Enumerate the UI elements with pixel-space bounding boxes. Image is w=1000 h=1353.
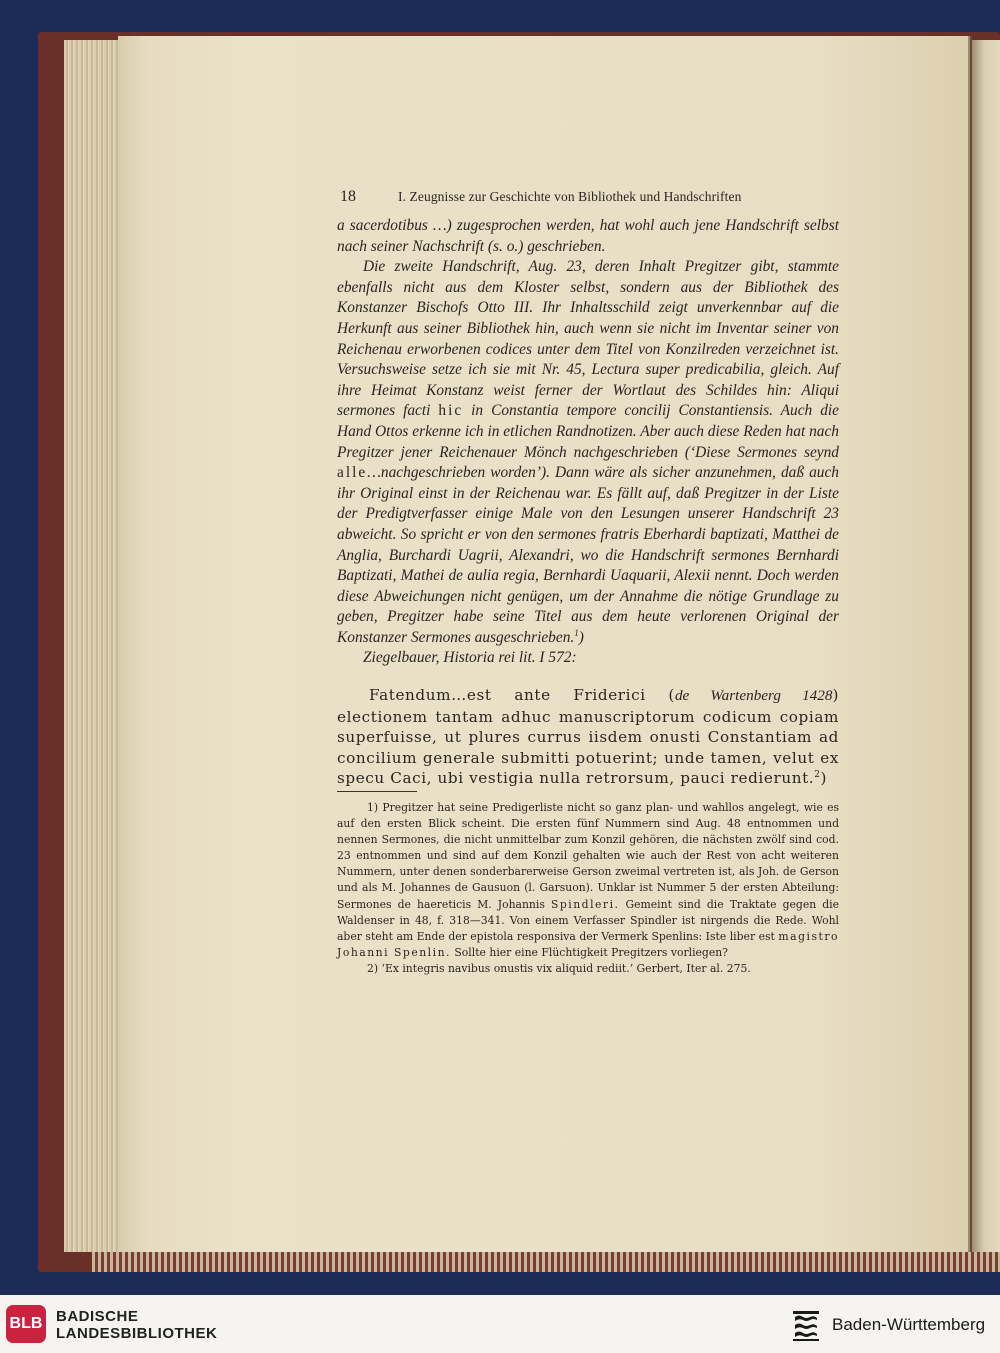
spaced-word-alle: alle bbox=[337, 464, 368, 482]
quote-part-b: de Wartenberg 1428 bbox=[674, 687, 833, 704]
page-number: 18 bbox=[340, 188, 356, 205]
footnote-1-part-a: 1) Pregitzer hat seine Predigerliste nicht so ganz plan- und wahllos angelegt, wie es auf den ersten Blick scheint. Die ersten fünf Nummern sind Aug. 48 entnommen und nennen Sermones, die nicht unmittelbar zum Konzil gehören, die nächsten zwölf sind cod. 23 entnommen und sind auf dem Konzil gehalten wie auch der Rest von acht weiteren Nummern, unter denen sonderbarerweise Gerson zweimal vertreten ist, als Joh. de Gerson und als M. Johannes de Gausuon (l. Garsuon). Unklar ist Nummer 5 der ersten Abteilung: Sermones de haereticis M. Johannis bbox=[337, 801, 839, 911]
viewer-footer bbox=[0, 1295, 1000, 1353]
state-name[interactable]: Baden-Württemberg bbox=[832, 1315, 986, 1334]
footnote-1 bbox=[337, 800, 839, 961]
paragraph-2-part-a: Die zweite Handschrift, Aug. 23, deren Inhalt Pregitzer gibt, stammte ebenfalls nicht aus dem Kloster selbst, sondern aus der Bibliothek des Konstanzer Bischofs Otto III. Ihr Inhaltsschild zeigt unverkennbar auf die Herkunft aus seiner Bibliothek hin, auch wenn sie nicht im Inventar seiner von Reichenau erworbenen codices unter dem Titel von Konzilreden verzeichnet ist. Versuchsweise setze ich sie mit Nr. 45, Lectura super predicabilia, gleich. Auf ihre Heimat Konstanz weist ferner der Wortlaut des Schildes hin: Aliqui sermones facti bbox=[337, 258, 839, 420]
body-text bbox=[337, 216, 839, 669]
quote-source: Ziegelbauer, Historia rei lit. I 572: bbox=[363, 649, 577, 667]
facing-page-edge bbox=[972, 40, 1000, 1254]
coat-of-arms-icon[interactable] bbox=[790, 1307, 822, 1343]
spaced-word-hic: hic bbox=[438, 402, 464, 420]
footnote-1-spaced-spindleri: Spindleri. bbox=[550, 897, 620, 911]
paragraph-2-part-c: …nachgeschrieben worden’). Dann wäre als sicher anzunehmen, daß auch ihr Original einst in der Reichenau war. Es fällt auf, daß Pregitzer in der Liste der Predigtverfasser einige Male von den Lesungen unserer Handschrift 23 abweicht. So spricht er von den sermones fratris Eberhardi baptizati, Matthei de Anglia, Burchardi Uagrii, Alexandri, wo die Handschrift sermones Bernhardi Baptizati, Mathei de aulia regia, Bernhardi Uaquarii, Alexii nennt. Doch werden diese Abweichungen nicht genügen, um der Annahme die nötige Grundlage zu geben, Pregitzer habe seine Titel aus dem heute verlorenen Original der Konstanzer Sermones ausgeschrieben. bbox=[337, 464, 839, 646]
footnote-ref-1[interactable]: 1 bbox=[574, 627, 579, 638]
paragraph-1: a sacerdotibus …) zugesprochen werden, hat wohl auch jene Handschrift selbst nach seiner Nachschrift (s. o.) geschrieben. bbox=[337, 217, 839, 255]
book-bottom-edge bbox=[92, 1252, 1000, 1272]
footnote-rule bbox=[337, 791, 417, 792]
library-name-line-1: BADISCHE bbox=[56, 1308, 139, 1325]
quote-part-c: ) electionem tantam adhuc manuscriptorum codicum copiam superfuisse, ut plures currus iisdem onusti Constantiam ad concilium generale submitti potuerint; unde tamen, velut ex specu Caci, ubi vestigia nulla retrorsum, pauci redierunt. bbox=[337, 686, 839, 788]
paragraph-2-part-b: in Constantia tempore concilij Constantiensis. Auch die Hand Ottos erkenne ich in etlichen Randnotizen. Aber auch diese Reden hat nach Pregitzer jener Reichenauer Mönch nachgeschrieben (‘Diese Sermones seynd bbox=[337, 402, 839, 461]
library-name-line-2: LANDESBIBLIOTHEK bbox=[56, 1325, 218, 1342]
footnotes bbox=[337, 800, 839, 977]
footnote-1-part-b: Gemeint sind die Traktate gegen die Waldenser in 48, f. 318—341. Von einem Verfasser Spindler ist nirgends die Rede. Wohl aber steht am Ende der epistola responsiva der Vermerk Spenlins: Iste liber est bbox=[337, 897, 839, 943]
page-stack-edge bbox=[64, 40, 120, 1252]
latin-quote: Fatendum…est ante Friderici (de Wartenberg 1428) electionem tantam adhuc manuscriptorum codicum copiam superfuisse, ut plures currus iisdem onusti Constantiam ad concilium generale submitti potuerint; unde tamen, velut ex specu Caci, ubi vestigia nulla retrorsum, pauci redierunt.$^2$) bbox=[337, 686, 839, 788]
paragraph-2: Die zweite Handschrift, Aug. 23, deren Inhalt Pregitzer gibt, stammte ebenfalls nicht aus dem Kloster selbst, sondern aus der Bibliothek des Konstanzer Bischofs Otto III. Ihr Inhaltsschild zeigt unverkennbar auf die Herkunft aus seiner Bibliothek hin, auch wenn sie nicht im Inventar seiner von Reichenau erworbenen codices unter dem Titel von Konzilreden verzeichnet ist. Versuchsweise setze ich sie mit Nr. 45, Lectura super predicabilia, gleich. Auf ihre Heimat Konstanz weist ferner der Wortlaut des Schildes hin: Aliqui sermones facti hic in Constantia tempore concilij Constantiensis. Auch die Hand Ottos erkenne ich in etlichen Randnotizen. Aber auch diese Reden hat nach Pregitzer jener Reichenauer Mönch nachgeschrieben (‘Diese Sermones seynd alle…nachgeschrieben worden’). Dann wäre als sicher anzunehmen, daß auch ihr Original einst in der Reichenau war. Es fällt auf, daß Pregitzer in der Liste der Predigtverfasser einige Male von den Lesungen unserer Handschrift 23 abweicht. So spricht er von den sermones fratris Eberhardi baptizati, Matthei de Anglia, Burchardi Uagrii, Alexandri, wo die Handschrift sermones Bernhardi Baptizati, Mathei de aulia regia, Bernhardi Uaquarii, Alexii nennt. Doch werden diese Abweichungen nicht genügen, um der Annahme die nötige Grundlage zu geben, Pregitzer habe seine Titel aus dem heute verlorenen Original der Konstanzer Sermones ausgeschrieben.$^1$) bbox=[337, 258, 839, 646]
running-head-title: I. Zeugnisse zur Geschichte von Bibliothek und Handschriften bbox=[398, 189, 742, 204]
blb-logo-icon[interactable]: BLB bbox=[6, 1305, 46, 1343]
footnote-2: 2) ‘Ex integris navibus onustis vix aliquid rediit.’ Gerbert, Iter al. 275. bbox=[367, 961, 751, 975]
footnote-1-part-c: Sollte hier eine Flüchtigkeit Pregitzers vorliegen? bbox=[454, 945, 728, 959]
footnote-ref-2[interactable]: 2 bbox=[814, 770, 821, 781]
footnote-1-spaced-magistro: magistro Johanni Spenlin. bbox=[337, 929, 839, 959]
library-name[interactable] bbox=[56, 1308, 217, 1342]
quote-part-a: Fatendum…est ante Friderici ( bbox=[369, 686, 675, 704]
